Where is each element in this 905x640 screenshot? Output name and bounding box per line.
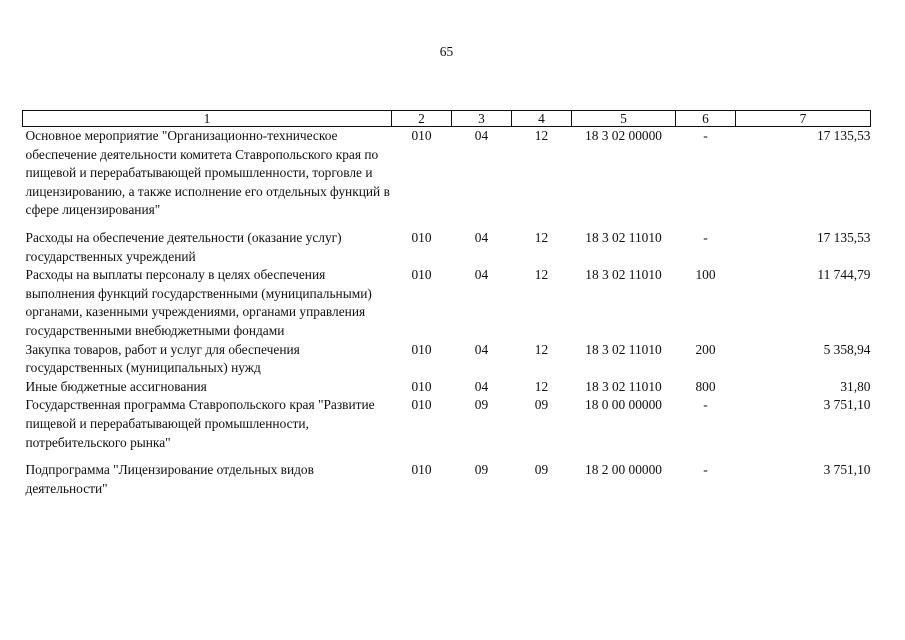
row-code-section: 09: [474, 462, 489, 478]
row-amount: 17 135,53: [816, 229, 871, 245]
header-col-2: 2: [392, 111, 452, 127]
row-code-target: 18 3 02 11010: [585, 378, 662, 394]
header-col-7: 7: [736, 111, 871, 127]
row-code-subsection: 12: [534, 267, 549, 283]
row-code-target: 18 0 00 00000: [585, 397, 662, 413]
row-code-target: 18 2 00 00000: [585, 462, 662, 478]
row-code-ministry: 010: [411, 462, 432, 478]
row-code-expense-type: -: [703, 462, 708, 478]
row-code-expense-type: 100: [695, 267, 716, 283]
header-col-5: 5: [572, 111, 676, 127]
row-code-section: 04: [474, 267, 489, 283]
row-code-subsection: 12: [534, 378, 549, 394]
row-code-section: 09: [474, 397, 489, 413]
table-row: [23, 229, 871, 266]
row-name: Расходы на обеспечение деятельности (оказание услуг) государственных учреждений: [25, 229, 342, 264]
row-code-subsection: 12: [534, 128, 549, 143]
row-amount: 11 744,79: [817, 267, 871, 283]
row-name: Основное мероприятие "Организационно-техническое обеспечение деятельности комитета Ставропольского края по пищевой и перерабатывающей промышленности, торговле и лицензированию, а также исполнение его отдельных функций в сфере лицензирования": [25, 128, 390, 218]
row-code-expense-type: -: [703, 128, 708, 143]
header-col-3: 3: [452, 111, 512, 127]
row-code-ministry: 010: [411, 397, 432, 413]
budget-table: [22, 110, 871, 498]
row-code-target: 18 3 02 11010: [585, 229, 662, 245]
header-col-1: 1: [23, 111, 392, 127]
row-name: Государственная программа Ставропольского края "Развитие пищевой и перерабатывающей промышленности, потребительского рынка": [25, 397, 375, 450]
row-code-ministry: 010: [411, 267, 432, 283]
row-code-expense-type: 800: [695, 378, 716, 394]
row-code-section: 04: [474, 128, 489, 143]
row-code-subsection: 09: [534, 462, 549, 478]
row-name: Подпрограмма "Лицензирование отдельных видов деятельности": [25, 462, 314, 496]
table-row: [23, 266, 871, 340]
row-code-target: 18 3 02 00000: [585, 128, 662, 143]
row-code-ministry: 010: [411, 128, 432, 143]
row-code-subsection: 09: [534, 397, 549, 413]
row-code-section: 04: [474, 341, 489, 357]
row-code-ministry: 010: [411, 378, 432, 394]
page-number: 65: [439, 44, 454, 59]
row-code-expense-type: 200: [695, 341, 716, 357]
row-code-expense-type: -: [703, 229, 708, 245]
row-name: Закупка товаров, работ и услуг для обеспечения государственных (муниципальных) нужд: [25, 341, 300, 376]
row-code-section: 04: [474, 378, 489, 394]
row-code-expense-type: -: [703, 397, 708, 413]
header-col-6: 6: [676, 111, 736, 127]
row-amount: 3 751,10: [823, 397, 871, 413]
row-amount: 5 358,94: [823, 341, 871, 357]
header-col-4: 4: [512, 111, 572, 127]
row-code-subsection: 12: [534, 229, 549, 245]
row-amount: 17 135,53: [816, 128, 871, 143]
row-code-subsection: 12: [534, 341, 549, 357]
table-row: [23, 461, 871, 498]
row-amount: 31,80: [840, 378, 871, 394]
table-row: [23, 127, 871, 229]
row-code-target: 18 3 02 11010: [585, 267, 662, 283]
row-amount: 3 751,10: [823, 462, 871, 478]
row-code-section: 04: [474, 229, 489, 245]
table-row: [23, 341, 871, 378]
row-code-target: 18 3 02 11010: [585, 341, 662, 357]
row-code-ministry: 010: [411, 229, 432, 245]
row-code-ministry: 010: [411, 341, 432, 357]
table-row: [23, 396, 871, 461]
row-name: Иные бюджетные ассигнования: [25, 378, 207, 394]
row-name: Расходы на выплаты персоналу в целях обеспечения выполнения функций государственными (муниципальными) органами, казенными учреждениями, органами управления государственными внебюджетными фондами: [25, 267, 372, 338]
table-row: [23, 378, 871, 397]
table-header-row: [23, 111, 871, 127]
